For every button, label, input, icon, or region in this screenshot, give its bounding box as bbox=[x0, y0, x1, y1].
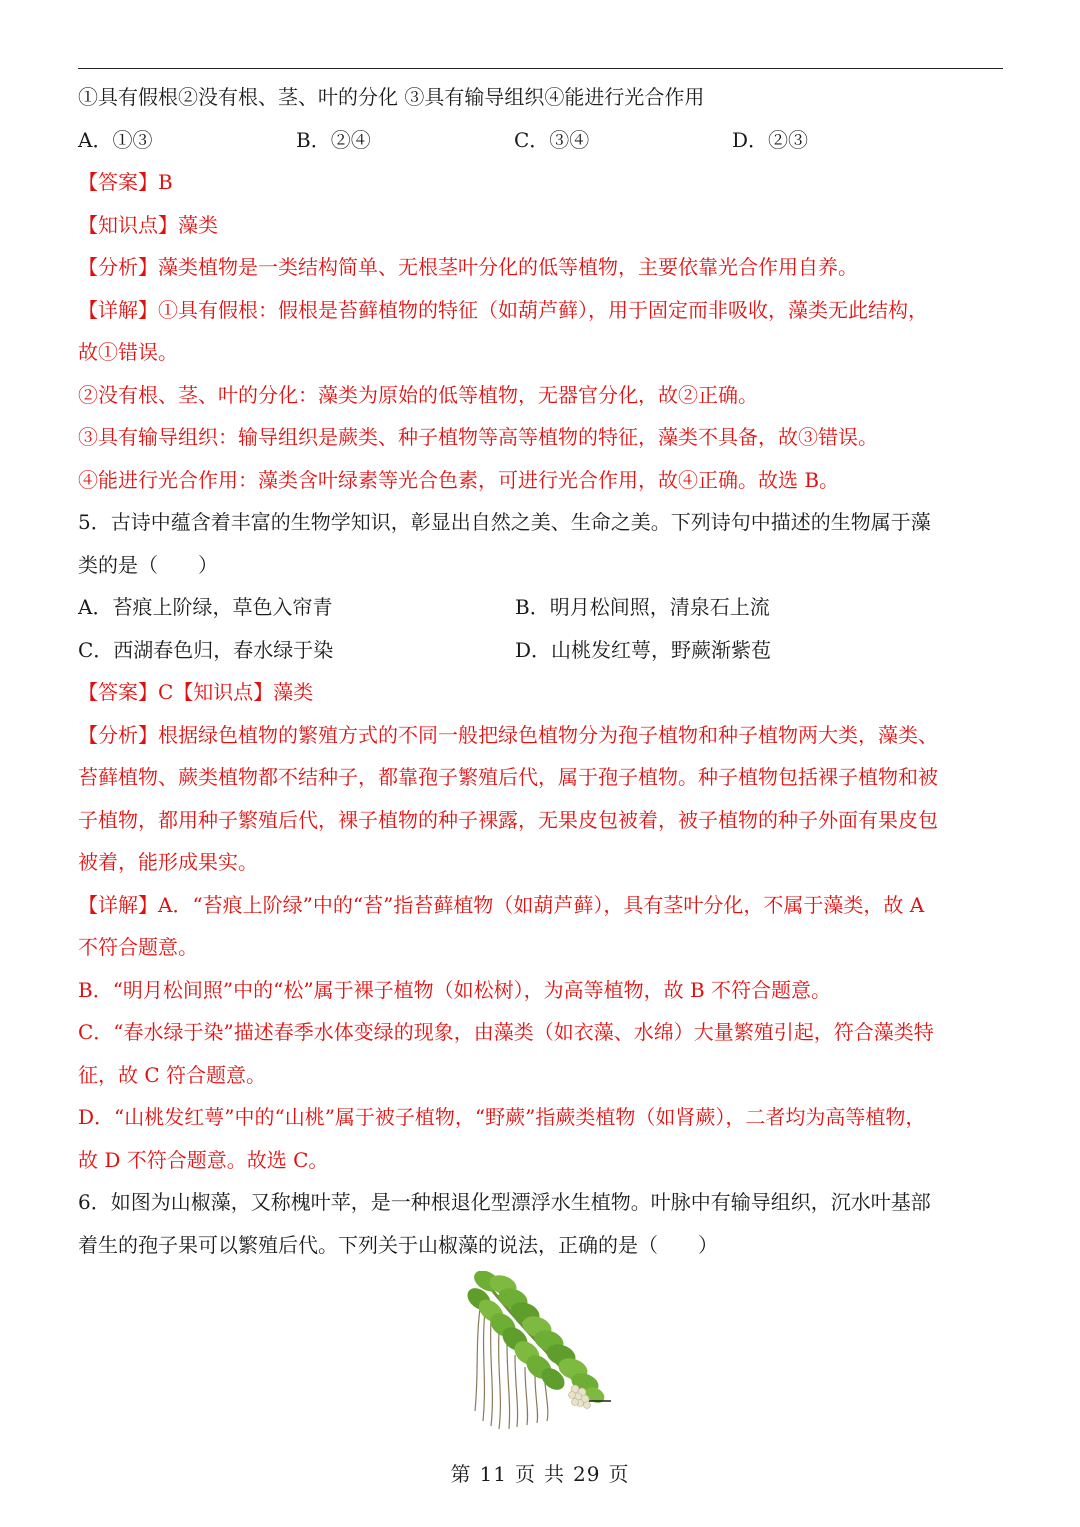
q4-detail-line: ②没有根、茎、叶的分化：藻类为原始的低等植物，无器官分化，故②正确。 bbox=[78, 382, 758, 407]
q5-analysis-line: 苔藓植物、蕨类植物都不结种子，都靠孢子繁殖后代，属于孢子植物。种子植物包括裸子植物和被 bbox=[78, 765, 938, 789]
q4-option-b: B．②④ bbox=[296, 127, 371, 152]
footer-total-pages: 29 bbox=[573, 1462, 601, 1486]
q5-detail-line: B．“明月松间照”中的“松”属于裸子植物（如松树），为高等植物，故 B 不符合题意。 bbox=[78, 977, 832, 1002]
q4-option-c: C．③④ bbox=[514, 127, 590, 152]
q5-option-a: A．苔痕上阶绿，草色入帘青 bbox=[78, 595, 333, 619]
q4-detail-line: ④能进行光合作用：藻类含叶绿素等光合色素，可进行光合作用，故④正确。故选 B。 bbox=[78, 467, 840, 492]
q5-option-d: D．山桃发红萼，野蕨渐紫苞 bbox=[515, 637, 772, 662]
q4-detail-line: ③具有输导组织：输导组织是蕨类、种子植物等高等植物的特征，藻类不具备，故③错误。 bbox=[78, 425, 878, 449]
q6-stem-line: 6．如图为山椒藻，又称槐叶苹，是一种根退化型漂浮水生植物。叶脉中有输导组织，沉水叶基部 bbox=[78, 1190, 931, 1214]
page-footer bbox=[0, 1458, 1080, 1487]
q5-analysis-line: 被着，能形成果实。 bbox=[78, 850, 258, 874]
footer-ye: 页 bbox=[608, 1462, 630, 1486]
q5-answer: 【答案】C【知识点】藻类 bbox=[78, 680, 314, 704]
q4-answer: 【答案】B bbox=[78, 170, 173, 194]
q5-option-c: C．西湖春色归，春水绿于染 bbox=[78, 637, 334, 662]
q5-stem-line: 5．古诗中蕴含着丰富的生物学知识，彰显出自然之美、生命之美。下列诗句中描述的生物属于藻 bbox=[78, 510, 931, 534]
footer-gong: 共 bbox=[544, 1462, 565, 1486]
footer-page-number: 11 bbox=[479, 1462, 507, 1486]
q4-stem: ①具有假根②没有根、茎、叶的分化 ③具有输导组织④能进行光合作用 bbox=[78, 85, 705, 109]
q4-options bbox=[78, 119, 1003, 162]
salvinia-figure bbox=[463, 1271, 623, 1431]
header-rule bbox=[78, 68, 1003, 69]
q5-detail-line: 征，故 C 符合题意。 bbox=[78, 1062, 267, 1087]
q5-detail-line: D．“山桃发红萼”中的“山桃”属于被子植物，“野蕨”指蕨类植物（如肾蕨），二者均为高等植物， bbox=[78, 1105, 926, 1129]
q5-options-row bbox=[78, 586, 1003, 629]
q6-stem-line: 着生的孢子果可以繁殖后代。下列关于山椒藻的说法，正确的是（ ） bbox=[78, 1232, 718, 1257]
q5-stem-line: 类的是（ ） bbox=[78, 552, 218, 577]
q5-option-b: B．明月松间照，清泉石上流 bbox=[515, 595, 770, 619]
q4-option-d: D．②③ bbox=[732, 127, 809, 152]
q5-analysis-line: 【分析】根据绿色植物的繁殖方式的不同一般把绿色植物分为孢子植物和种子植物两大类，藻类、 bbox=[78, 722, 938, 747]
q5-detail-line: C．“春水绿于染”描述春季水体变绿的现象，由藻类（如衣藻、水绵）大量繁殖引起，符合藻类特 bbox=[78, 1020, 934, 1044]
page-content bbox=[78, 76, 1003, 1266]
q5-analysis-line: 子植物，都用种子繁殖后代，裸子植物的种子裸露，无果皮包被着，被子植物的种子外面有果皮包 bbox=[78, 807, 938, 832]
q4-option-a: A．①③ bbox=[78, 127, 153, 152]
q5-detail-line: 【详解】A．“苔痕上阶绿”中的“苔”指苔藓植物（如葫芦藓），具有茎叶分化，不属于藻类，故 A bbox=[78, 892, 925, 917]
q5-detail-line: 不符合题意。 bbox=[78, 935, 198, 959]
salvinia-illustration bbox=[463, 1271, 623, 1431]
footer-di: 第 bbox=[450, 1462, 472, 1486]
q4-detail-line: 【详解】①具有假根：假根是苔藓植物的特征（如葫芦藓），用于固定而非吸收，藻类无此结构， bbox=[78, 297, 928, 322]
footer-ye: 页 bbox=[515, 1462, 536, 1486]
q4-knowledge: 【知识点】藻类 bbox=[78, 212, 218, 237]
q5-options-row bbox=[78, 629, 1003, 672]
q4-detail-line: 故①错误。 bbox=[78, 340, 178, 364]
q4-analysis: 【分析】藻类植物是一类结构简单、无根茎叶分化的低等植物，主要依靠光合作用自养。 bbox=[78, 255, 858, 279]
q5-detail-line: 故 D 不符合题意。故选 C。 bbox=[78, 1147, 329, 1172]
